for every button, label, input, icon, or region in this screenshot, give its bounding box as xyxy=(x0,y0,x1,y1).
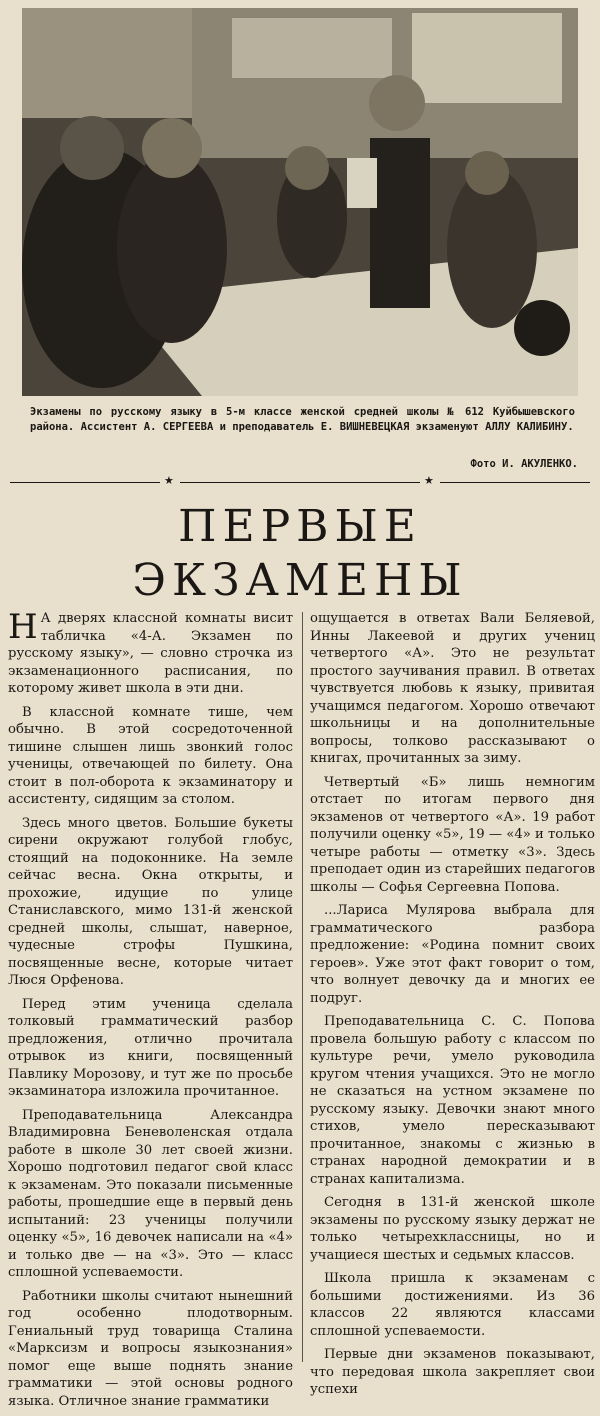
article-paragraph: Работники школы считают нынешний год особенно плодотворным. Гениальный труд товарища Сталина «Марксизм и вопросы языкознания» помог еще выше поднять знание грамматики — этой основы родного языка. Отличное знание грамматики xyxy=(8,1288,293,1409)
article-paragraph: ...Лариса Мулярова выбрала для грамматического разбора предложение: «Родина помнит своих героев». Уже этот факт говорит о том, что волнует девочку да и многих ее подруг. xyxy=(310,903,595,1006)
article-paragraph: Первые дни экзаменов показывают, что передовая школа закрепляет свои успехи xyxy=(310,1347,595,1397)
article-column-left xyxy=(8,607,293,1416)
article-paragraph: Перед этим ученица сделала толковый грамматический разбор предложения, отлично прочитала отрывок из книги, посвященный Павлику Морозову, и тут же по просьбе экзаминатора изложила прочитанное. xyxy=(8,996,293,1099)
photo-credit: Фото И. АКУЛЕНКО. xyxy=(470,458,578,470)
article-paragraph: Здесь много цветов. Большие букеты сирени окружают голубой глобус, стоящий на подоконнике. На земле сейчас весна. Окна открыты, и прохожие, идущие по улице Станиславского, мимо 131-й женской средней школы, слышат, наверное, чудесные строфы Пушкина, посвященные весне, которые читает Люся Орфенова. xyxy=(8,815,293,988)
article-paragraph: Н А дверях классной комнаты висит табличка «4-А. Экзамен по русскому языку», — словно строчка из экзаменационного расписания, по которому живет школа в эти дни. xyxy=(8,607,293,696)
divider-right xyxy=(440,482,590,483)
article-paragraph: Сегодня в 131-й женской школе экзамены по русскому языку держат не только четырехклассницы, но и учащиеся шестых и седьмых классов. xyxy=(310,1195,595,1263)
column-divider xyxy=(302,612,303,1362)
article-column-right xyxy=(310,610,595,1405)
headline-line-1: ПЕРВЫЕ xyxy=(178,501,422,552)
drop-cap: Н xyxy=(8,607,38,647)
article-headline xyxy=(0,500,600,608)
article-paragraph: Четвертый «Б» лишь немногим отстает по итогам первого дня экзаменов от четвертого «А». 19 работ получили оценку «5», 19 — «4» и только четыре работы — отметку «3». Здесь преподает один из старейших педагогов школы — Софья Сергеевна Попова. xyxy=(310,774,595,895)
divider-left xyxy=(10,482,160,483)
article-paragraph: В классной комнате тише, чем обычно. В этой сосредоточенной тишине слышен лишь звонкий голос ученицы, отвечающей по билету. Она стоит в пол-оборота к экзаминатору и ассистенту, сидящим за столом. xyxy=(8,704,293,807)
exam-photo-illustration xyxy=(22,8,578,396)
star-ornament-left: ★ xyxy=(164,474,174,487)
headline-line-2: ЭКЗАМЕНЫ xyxy=(132,555,468,606)
article-paragraph: Школа пришла к экзаменам с большими достижениями. Из 36 классов 22 являются классами сплошной успеваемости. xyxy=(310,1271,595,1339)
star-ornament-right: ★ xyxy=(424,474,434,487)
divider-center xyxy=(180,482,420,483)
photo-caption: Экзамены по русскому языку в 5-м классе женской средней школы № 612 Куйбышевского района. Ассистент А. СЕРГЕЕВА и преподаватель Е. ВИШНЕВЕЦКАЯ экзаменуют АЛЛУ КАЛИБИНУ. xyxy=(30,406,575,433)
article-paragraph: Преподавательница Александра Владимировна Беневоленская отдала работе в школе 30 лет своей жизни. Хорошо подготовил педагог свой класс к экзаменам. Это показали письменные работы, прошедшие еще в первый день испытаний: 23 ученицы получили оценку «5», 16 девочек написали на «4» и только две — на «3». Это — класс сплошной успеваемости. xyxy=(8,1107,293,1280)
article-paragraph: Преподавательница С. С. Попова провела большую работу с классом по культуре речи, умело руководила кругом чтения учащихся. Это не могло не сказаться на устном экзамене по русскому языку. Девочки знают много стихов, умело пересказывают прочитанное, знакомы с жизнью в странах народной демократии и в странах капитализма. xyxy=(310,1014,595,1187)
article-paragraph: ощущается в ответах Вали Беляевой, Инны Лакеевой и других учениц четвертого «А». Это не результат простого заучивания правил. В ответах чувствуется любовь к языку, привитая учащимся педагогом. Хорошо отвечают школьницы и на дополнительные вопросы, толково рассказывают о книгах, прочитанных за зиму. xyxy=(310,611,595,766)
exam-photo xyxy=(22,8,578,396)
